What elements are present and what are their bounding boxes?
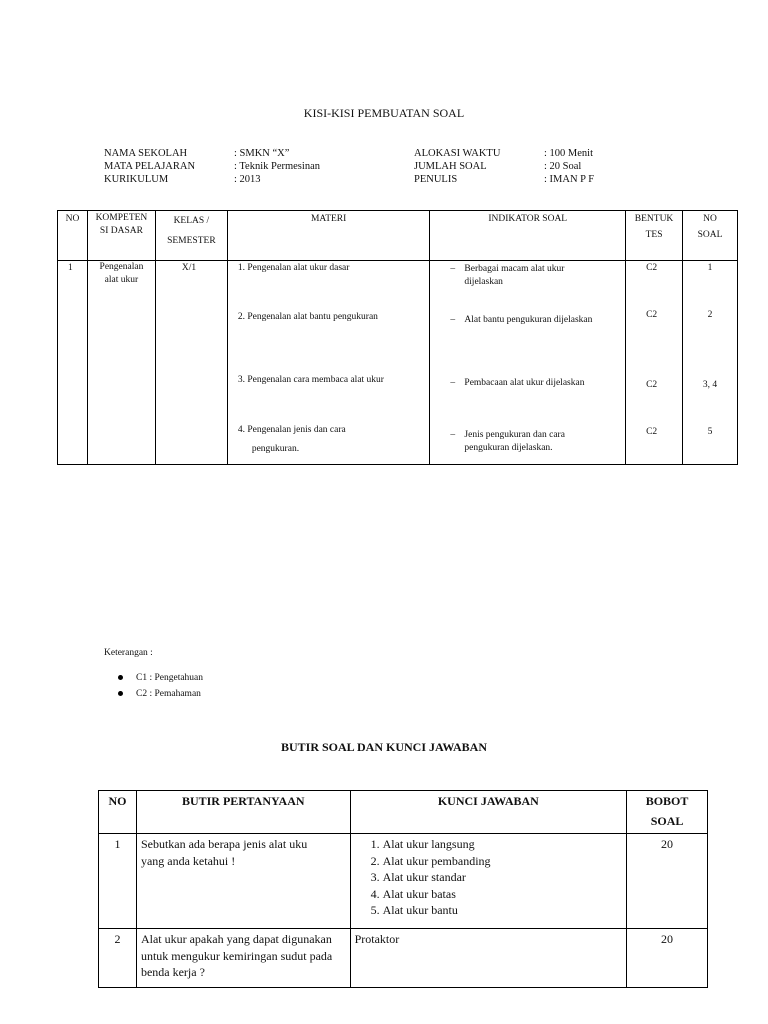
info-label: KURIKULUM [104,174,169,185]
table-row [99,834,708,929]
list-item: 2. Alat ukur pembanding [383,853,623,870]
no-soal-value: 5 [707,427,713,437]
kompetensi-text: Pengenalan [99,262,144,272]
info-value: : Teknik Permesinan [234,161,320,172]
keterangan-label: Keterangan : [104,648,153,658]
info-label: JUMLAH SOAL [414,161,487,172]
header-kelas: KELAS / SEMESTER [155,211,227,261]
no-soal-value: 2 [707,310,713,320]
dash-bullet: – [450,430,456,440]
bentuk-value: C2 [646,427,658,437]
bobot-value: 20 [627,929,708,988]
butir-soal-table [98,790,708,988]
header-no-soal: NO SOAL [683,211,738,261]
kisi-kisi-table [57,210,738,465]
keterangan-list [118,670,203,702]
info-label: PENULIS [414,174,458,185]
table-header-row [99,791,708,834]
materi-item: 2. Pengenalan alat bantu pengukuran [237,312,378,322]
answer-text: Protaktor [350,929,627,988]
exam-info-values [544,147,594,186]
answer-list [355,836,623,919]
materi-item: 3. Pengenalan cara membaca alat ukur [237,375,384,385]
header-materi: MATERI [227,211,430,261]
bentuk-value: C2 [646,380,658,390]
header-pertanyaan: BUTIR PERTANYAAN [136,791,350,834]
question-text: Sebutkan ada berapa jenis alat uku yang anda ketahui ! [136,834,350,929]
header-no: NO [99,791,137,834]
exam-info-labels [414,147,500,186]
info-value: : 20 Soal [544,161,582,172]
page-title: KISI-KISI PEMBUATAN SOAL [303,106,465,120]
list-item: 1. Alat ukur langsung [383,836,623,853]
list-item: C2 : Pemahaman [118,686,203,702]
materi-item: 4. Pengenalan jenis dan cara [237,425,346,435]
answer-list-cell [350,834,627,929]
list-item: 4. Alat ukur batas [383,886,623,903]
bentuk-value: C2 [646,263,658,273]
school-info-values [234,147,320,186]
header-kunci: KUNCI JAWABAN [350,791,627,834]
list-item: 5. Alat ukur bantu [383,902,623,919]
header-bobot: BOBOT SOAL [627,791,708,834]
indikator-item: – Jenis pengukuran dan cara pengukuran dijelaskan. [450,430,565,453]
row-no: 2 [99,929,137,988]
dash-bullet: – [450,264,456,274]
list-item: 3. Alat ukur standar [383,869,623,886]
info-value: : 2013 [234,174,261,185]
info-label: ALOKASI WAKTU [414,148,501,159]
header-bentuk: BENTUK TES [626,211,683,261]
no-soal-value: 3, 4 [702,380,718,390]
table-row [99,929,708,988]
no-soal-value: 1 [707,263,713,273]
table-row [58,261,738,465]
table-header-row [58,211,738,261]
row-no: 1 [68,263,73,273]
bentuk-value: C2 [646,310,658,320]
indikator-item: – Pembacaan alat ukur dijelaskan [450,378,585,388]
info-value: : 100 Menit [544,148,593,159]
info-label: MATA PELAJARAN [104,161,196,172]
section-title: BUTIR SOAL DAN KUNCI JAWABAN [280,740,488,754]
list-item: C1 : Pengetahuan [118,670,203,686]
bobot-value: 20 [627,834,708,929]
indikator-item: – Berbagai macam alat ukur dijelaskan [450,264,565,287]
materi-item: 1. Pengenalan alat ukur dasar [237,263,350,273]
row-no: 1 [99,834,137,929]
info-label: NAMA SEKOLAH [104,148,188,159]
kelas-text: X/1 [181,263,197,273]
dash-bullet: – [450,378,456,388]
header-kompetensi: KOMPETEN SI DASAR [87,211,155,261]
dash-bullet: – [450,315,456,325]
school-info-labels [104,147,195,186]
materi-item: pengukuran. [251,444,300,454]
indikator-item: – Alat bantu pengukuran dijelaskan [450,315,593,325]
info-value: : SMKN “X” [234,148,290,159]
kompetensi-text: alat ukur [104,275,139,285]
question-text: Alat ukur apakah yang dapat digunakan untuk mengukur kemiringan sudut pada benda kerja ? [136,929,350,988]
info-value: : IMAN P F [544,174,595,185]
header-no: NO [58,211,88,261]
header-indikator: INDIKATOR SOAL [430,211,626,261]
